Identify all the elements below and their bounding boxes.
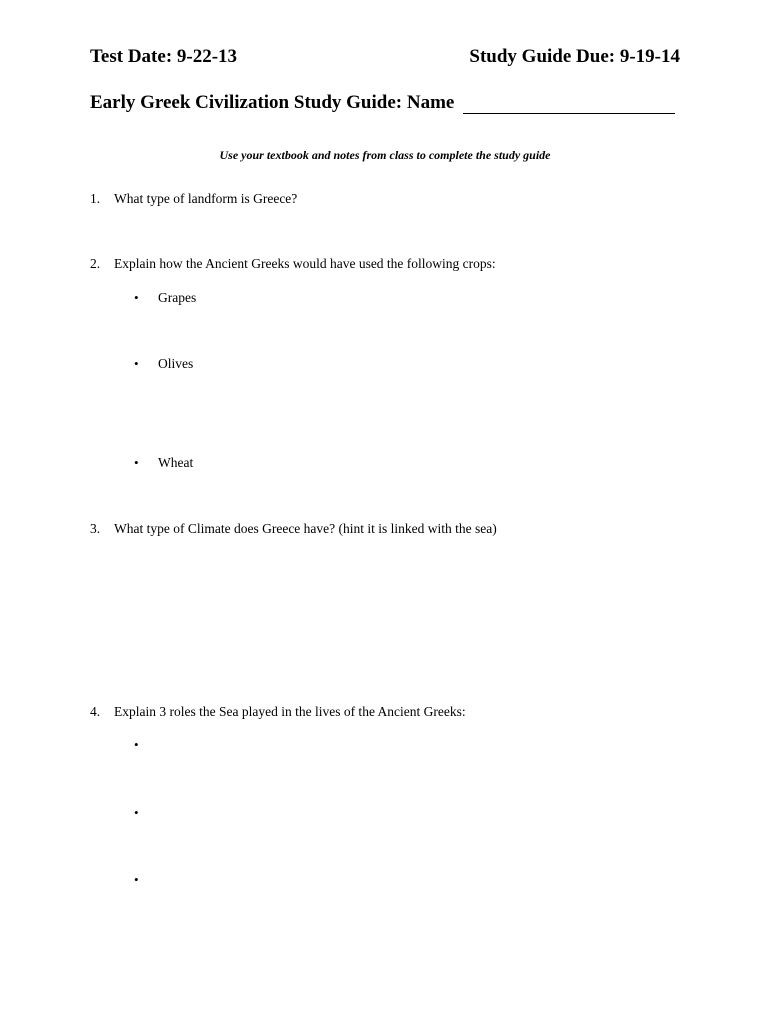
list-item	[134, 455, 193, 471]
list-item-label: Olives	[158, 356, 194, 371]
question-text: What type of Climate does Greece have? (hint it is linked with the sea)	[114, 521, 497, 536]
bullet-icon: •	[134, 455, 139, 470]
bullet-icon: •	[134, 290, 139, 305]
bullet-icon: •	[134, 872, 139, 887]
list-item-label: Wheat	[158, 455, 194, 470]
list-item	[134, 737, 158, 753]
list-item	[134, 356, 193, 372]
question-3	[90, 521, 497, 537]
question-text: What type of landform is Greece?	[114, 191, 298, 206]
question-number: 1.	[90, 191, 101, 206]
bullet-icon: •	[134, 737, 139, 752]
question-number: 2.	[90, 256, 101, 271]
test-date: Test Date: 9-22-13	[90, 46, 238, 67]
bullet-icon: •	[134, 356, 139, 371]
study-guide-due-date: Study Guide Due: 9-19-14	[469, 46, 680, 67]
question-4	[90, 704, 466, 720]
list-item-label: Grapes	[158, 290, 197, 305]
bullet-icon: •	[134, 805, 139, 820]
title-text: Early Greek Civilization Study Guide: Name	[90, 92, 455, 113]
list-item	[134, 805, 158, 821]
page-title	[90, 92, 675, 114]
question-number: 3.	[90, 521, 101, 536]
list-item	[134, 290, 196, 306]
question-text: Explain how the Ancient Greeks would have used the following crops:	[114, 256, 496, 271]
instructions: Use your textbook and notes from class to complete the study guide	[219, 148, 551, 162]
question-1	[90, 191, 297, 207]
question-2	[90, 256, 496, 272]
list-item	[134, 872, 158, 888]
question-text: Explain 3 roles the Sea played in the lives of the Ancient Greeks:	[114, 704, 466, 719]
question-number: 4.	[90, 704, 101, 719]
name-blank-line	[463, 95, 675, 114]
